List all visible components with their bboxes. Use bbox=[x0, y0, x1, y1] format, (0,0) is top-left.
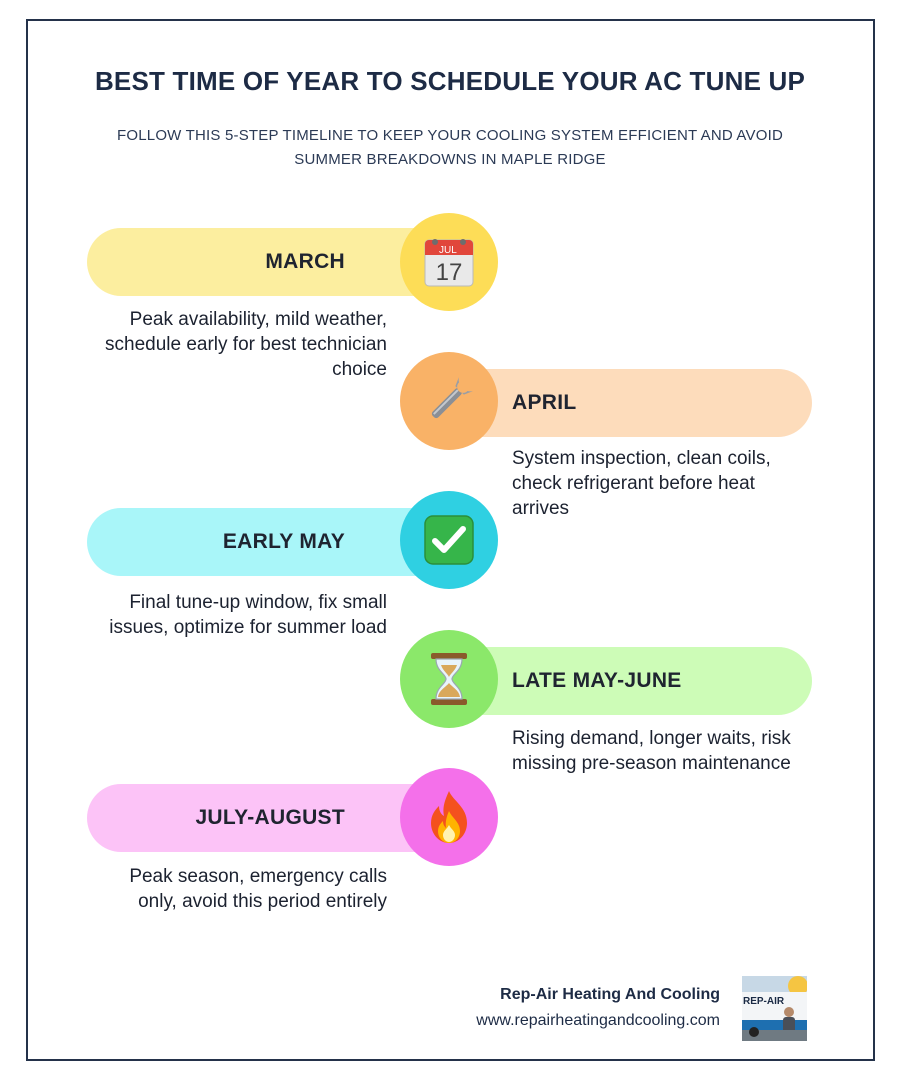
step-march-circle bbox=[400, 213, 498, 311]
step-april-circle bbox=[400, 352, 498, 450]
check-mark-icon bbox=[422, 513, 476, 567]
wrench-icon bbox=[421, 373, 477, 429]
step-late-may-june-description: Rising demand, longer waits, risk missing pre-season maintenance bbox=[512, 728, 791, 774]
step-early-may-circle bbox=[400, 491, 498, 589]
calendar-day: 17 bbox=[435, 259, 463, 286]
step-july-august-description: Peak season, emergency calls only, avoid this period entirely bbox=[129, 866, 387, 912]
step-label: MARCH bbox=[265, 250, 345, 273]
van-brand-text: REP-AIR bbox=[743, 996, 785, 1007]
step-label: EARLY MAY bbox=[222, 530, 345, 553]
hourglass-icon bbox=[427, 651, 471, 707]
step-april-description: System inspection, clean coils, check refrigerant before heat arrives bbox=[512, 448, 771, 519]
step-label: LATE MAY-JUNE bbox=[512, 669, 682, 692]
step-july-august-circle bbox=[400, 768, 498, 866]
step-march-description: Peak availability, mild weather, schedule early for best technician choice bbox=[105, 309, 387, 380]
company-url[interactable]: www.repairheatingandcooling.com bbox=[476, 1012, 720, 1029]
page-title: BEST TIME OF YEAR TO SCHEDULE YOUR AC TUNE UP bbox=[94, 66, 806, 96]
calendar-icon bbox=[422, 235, 476, 289]
company-name: Rep-Air Heating And Cooling bbox=[500, 986, 720, 1003]
page-subtitle: FOLLOW THIS 5-STEP TIMELINE TO KEEP YOUR COOLING SYSTEM EFFICIENT AND AVOID SUMMER BREAKDOWNS IN MAPLE RIDGE bbox=[117, 127, 783, 168]
step-early-may-description: Final tune-up window, fix small issues, optimize for summer load bbox=[109, 592, 387, 638]
company-van-photo bbox=[742, 976, 807, 1041]
fire-icon bbox=[426, 789, 472, 845]
calendar-month: JUL bbox=[439, 245, 457, 256]
step-label: JULY-AUGUST bbox=[195, 806, 345, 829]
step-label: APRIL bbox=[512, 391, 577, 414]
step-late-may-june-circle bbox=[400, 630, 498, 728]
